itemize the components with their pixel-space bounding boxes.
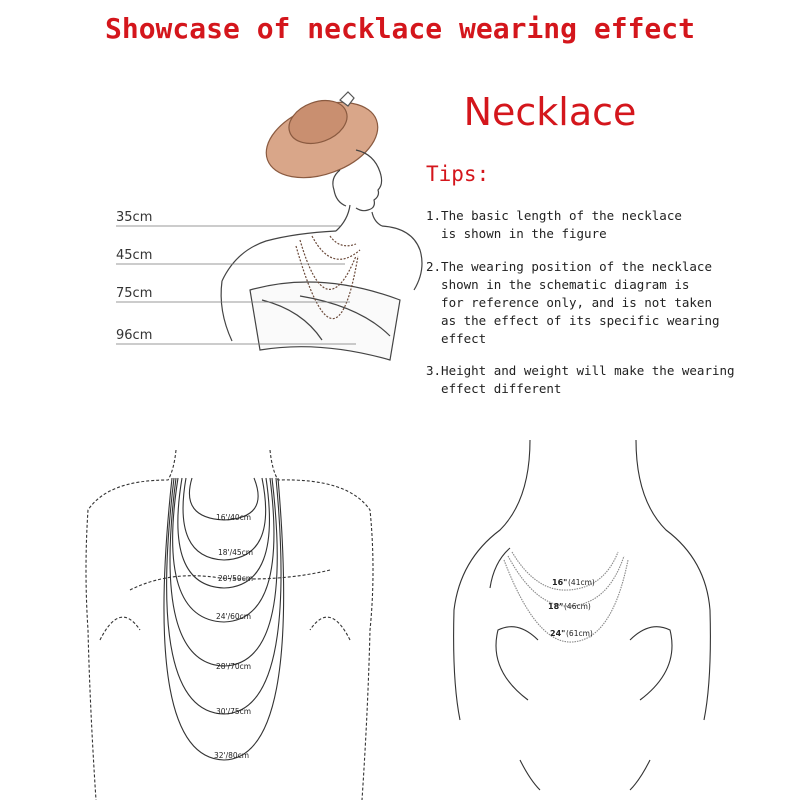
face-outline xyxy=(356,150,382,211)
length-label-45: 45cm xyxy=(116,248,153,263)
left-label-20: 20'/50cm xyxy=(218,574,254,583)
necklace-20 xyxy=(178,478,270,588)
necklace-28 xyxy=(170,478,277,666)
right-label-16-cm: (41cm) xyxy=(568,578,595,587)
tip-2: 2.The wearing position of the necklace shown in the schematic diagram is for reference only, and is not taken as the effect of its specific wearing effect xyxy=(426,259,720,346)
left-label-30: 30'/75cm xyxy=(216,707,252,716)
left-label-24: 24'/60cm xyxy=(216,612,252,621)
tips-title: Tips: xyxy=(426,162,490,186)
left-label-16: 16'/40cm xyxy=(216,513,252,522)
length-label-96: 96cm xyxy=(116,328,153,343)
length-label-75: 75cm xyxy=(116,286,153,301)
left-label-32: 32'/80cm xyxy=(214,751,250,760)
woman-illustration xyxy=(221,88,422,360)
page-title: Showcase of necklace wearing effect xyxy=(104,12,695,45)
length-label-35: 35cm xyxy=(116,210,153,225)
torso-left xyxy=(86,450,373,800)
torso-right xyxy=(454,440,711,790)
tip-1: 1.The basic length of the necklace is shown in the figure xyxy=(426,208,682,241)
left-label-28: 28'/70cm xyxy=(216,662,252,671)
right-label-24-cm: (61cm) xyxy=(566,629,593,638)
tip-3: 3.Height and weight will make the wearing effect different xyxy=(426,363,735,396)
left-label-18: 18'/45cm xyxy=(218,548,254,557)
right-label-16-inch: 16" xyxy=(552,578,568,587)
right-label-24-inch: 24" xyxy=(550,629,566,638)
right-label-18-inch: 18" xyxy=(548,602,564,611)
right-label-18-cm: (46cm) xyxy=(564,602,591,611)
necklace-heading: Necklace xyxy=(463,90,637,134)
